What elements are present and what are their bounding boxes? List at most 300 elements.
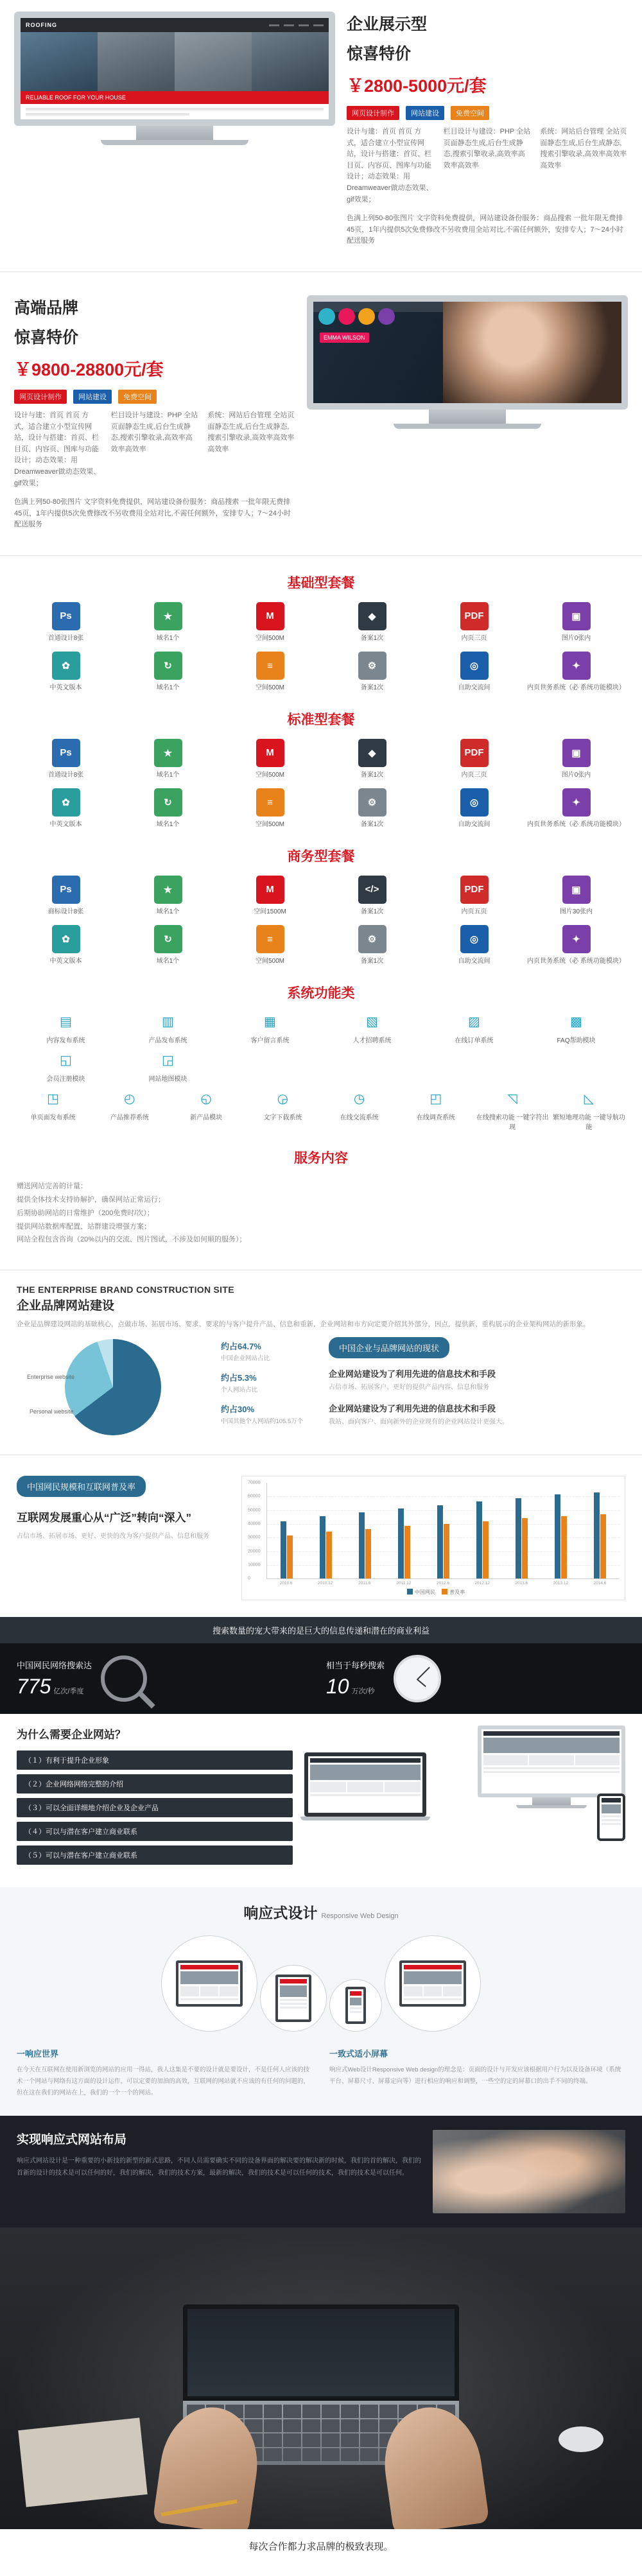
y-tick: 40000 bbox=[248, 1521, 261, 1526]
system-item-label: 在线交流系统 bbox=[340, 1114, 379, 1121]
system-item bbox=[17, 1012, 115, 1044]
package-item bbox=[119, 925, 217, 966]
system-item-label: 内容发布系统 bbox=[46, 1037, 85, 1044]
phone-mockup bbox=[597, 1794, 625, 1841]
package-item-label: 内页三页 bbox=[461, 634, 487, 642]
domain-icon: ★ bbox=[154, 876, 182, 904]
monitor-base-2 bbox=[394, 424, 541, 429]
package-item-label: 图片30张内 bbox=[559, 908, 593, 915]
feature-col-3-2: 系统：网站后台管理 全站页面静态生成,后台生成静态,搜索引擎收录,高效率高效率高效率 bbox=[207, 411, 295, 453]
enterprise-pill: 中国企业与品牌网站的现状 bbox=[329, 1337, 449, 1358]
package-item bbox=[425, 876, 523, 917]
pie-value-1: 约占64.7% 中国企业网站占比 bbox=[221, 1342, 270, 1363]
bars bbox=[267, 1483, 620, 1578]
system-item bbox=[399, 1089, 472, 1131]
product-price-2: ￥9800-28800元/套 bbox=[14, 359, 164, 379]
hero-photo-laptop bbox=[0, 2227, 642, 2529]
system-item bbox=[476, 1089, 549, 1131]
stats-section bbox=[0, 1643, 642, 1714]
hands-photo bbox=[433, 2130, 625, 2213]
pie-value-2: 约占5.3% 个人网站占比 bbox=[221, 1373, 258, 1394]
stat-search bbox=[17, 1655, 316, 1702]
package-item bbox=[221, 602, 319, 643]
circle-tablet bbox=[260, 1965, 327, 2032]
bar-chart-headline: 互联网发展重心从“广泛”转向“深入” bbox=[17, 1512, 191, 1525]
package-item-label: 内页世务系统（必 系统功能模块） bbox=[527, 684, 625, 692]
stat-unit-2: 万次/秒 bbox=[351, 1688, 375, 1696]
product-title: 企业展示型 bbox=[347, 15, 428, 33]
member-register-icon: ◱ bbox=[60, 1053, 72, 1068]
product-note: 色满上列50-80张图片 文字资料免费提供，网站建设备份服务：商品搜索 一批年限无费排45页，1年内提供5次免费修改不另收费用全站对比,不需任何额外，安排专人；7～24小时配送服务 bbox=[347, 214, 623, 245]
package-item-label: 首通设计8张 bbox=[48, 634, 84, 642]
package-item-label: 备案1次 bbox=[360, 634, 384, 642]
chart-legend bbox=[247, 1586, 620, 1596]
package-item-label: 中英文版本 bbox=[49, 958, 82, 965]
hero-banner-text: RELIABLE ROOF FOR YOUR HOUSE bbox=[21, 91, 329, 104]
system-item-label: 单页面发布系统 bbox=[30, 1114, 76, 1121]
package-item bbox=[527, 788, 625, 829]
feature-col-1-2: 设计与建：首页 首页 方式，适合建立小型宣传网站，设计与搭建：首页、栏目页、内容页、图库与功能设计；动态效果：用Dreamweaver做动态效果、gif效果； bbox=[14, 411, 101, 487]
feature-col-1: 设计与建：首页 首页 方式，适合建立小型宣传网站，设计与搭建：首页、栏目页、内容页、图库与功能设计；动态效果：用Dreamweaver做动态效果、gif效果； bbox=[347, 128, 433, 203]
package-title-business: 商务型套餐 bbox=[287, 849, 355, 864]
system-item bbox=[17, 1051, 115, 1083]
product-info-enterprise bbox=[347, 12, 628, 254]
package-item-label: 中英文版本 bbox=[49, 684, 82, 692]
enterprise-right bbox=[329, 1337, 625, 1437]
why-item: （２）企业网络网络完整的介绍 bbox=[17, 1774, 293, 1794]
responsive-section bbox=[0, 1887, 642, 2116]
chat-icon: ◎ bbox=[460, 652, 489, 680]
package-item-label: 域名1个 bbox=[156, 958, 180, 965]
recommend-icon: ◴ bbox=[124, 1091, 135, 1106]
x-tick: 2011.6 bbox=[358, 1581, 371, 1586]
product-block-premium bbox=[0, 284, 642, 544]
package-item bbox=[221, 925, 319, 966]
gear-icon: ⚙ bbox=[358, 652, 386, 680]
product-publish-icon: ▥ bbox=[162, 1014, 174, 1029]
pie-label-personal: Personal website bbox=[30, 1408, 74, 1415]
pie-legend bbox=[221, 1340, 317, 1434]
y-tick: 50000 bbox=[248, 1508, 261, 1513]
package-item bbox=[323, 739, 421, 780]
x-tick: 2010.6 bbox=[279, 1581, 293, 1586]
code-icon: </> bbox=[358, 876, 386, 904]
space-icon: M bbox=[256, 602, 284, 630]
module-icon: ✦ bbox=[562, 652, 591, 680]
package-item-label: 备案1次 bbox=[360, 958, 384, 965]
package-item bbox=[527, 925, 625, 966]
product-price: ￥2800-5000元/套 bbox=[347, 76, 487, 96]
photoshop-icon: Ps bbox=[52, 739, 80, 767]
system-item-label: FAQ帮助模块 bbox=[557, 1037, 596, 1044]
x-tick: 2012.12 bbox=[474, 1581, 490, 1586]
package-item bbox=[425, 788, 523, 829]
space-icon-2: ≡ bbox=[256, 788, 284, 817]
package-item bbox=[527, 602, 625, 643]
y-tick: 10000 bbox=[248, 1562, 261, 1568]
photoshop-icon: Ps bbox=[52, 876, 80, 904]
package-item-label: 域名1个 bbox=[156, 684, 180, 692]
package-item-label: 首通设计8张 bbox=[48, 771, 84, 779]
laptop-mockup bbox=[304, 1752, 426, 1820]
website-preview-roofing bbox=[21, 18, 329, 119]
space-icon: M bbox=[256, 876, 284, 904]
chat-icon: ◎ bbox=[460, 925, 489, 953]
product-note-2: 色满上列50-80张图片 文字资料免费提供，网站建设备份服务：商品搜索 一批年限无费排45页，1年内提供5次免费修改不另收费用全站对比,不需任何额外，安排专人；7～24小时配送服务 bbox=[14, 498, 291, 529]
why-item: （１）有利于提升企业形象 bbox=[17, 1750, 293, 1770]
responsive-text-cols bbox=[17, 2038, 625, 2099]
space-icon-2: ≡ bbox=[256, 925, 284, 953]
package-item-label: 域名1个 bbox=[156, 908, 180, 915]
bar-chart-pill: 中国网民规模和互联网普及率 bbox=[17, 1476, 146, 1497]
system-item bbox=[323, 1012, 421, 1044]
y-tick: 60000 bbox=[248, 1494, 261, 1499]
badge-build-2[interactable]: 网站建设 bbox=[73, 390, 112, 404]
download-icon: ◶ bbox=[277, 1091, 289, 1106]
new-product-icon: ◵ bbox=[200, 1091, 212, 1106]
enterprise-desc: 企业是品牌建设网站的基础核心，点做市场、拓展市场、要求、要求的与客户提升产品、信息和重新，企业网站和市方向定要介绍其外部分，因点，提供新、重构展示的企业架构网站的新形象。 bbox=[17, 1320, 590, 1329]
why-item: （３）可以全面详细地介绍企业及企业产品 bbox=[17, 1798, 293, 1817]
system-item bbox=[323, 1089, 395, 1131]
enterprise-block-h1: 企业网站建设为了利用先进的信息技术和手段 bbox=[329, 1369, 496, 1379]
image-icon: ▣ bbox=[562, 602, 591, 630]
pie-shape bbox=[65, 1339, 161, 1435]
site-nav bbox=[269, 24, 324, 26]
package-item-label: 空间500M bbox=[255, 821, 284, 829]
language-icon: ✿ bbox=[52, 652, 80, 680]
package-item bbox=[17, 788, 115, 829]
package-item-label: 自助交流间 bbox=[458, 684, 490, 692]
gear-icon: ⚙ bbox=[358, 925, 386, 953]
monitor-mockup-beauty bbox=[307, 295, 628, 537]
package-item bbox=[17, 876, 115, 917]
divider-2 bbox=[0, 555, 642, 556]
package-item-label: 自助交流间 bbox=[458, 821, 490, 829]
why-item: （５）可以与潜在客户建立商业联系 bbox=[17, 1846, 293, 1865]
package-item bbox=[425, 925, 523, 966]
pie-label-enterprise: Enterprise website bbox=[27, 1373, 75, 1380]
stat-value-1: 775 bbox=[17, 1675, 51, 1699]
stat-unit-1: 亿次/季度 bbox=[53, 1688, 84, 1696]
x-tick: 2011.12 bbox=[396, 1581, 412, 1586]
system-item bbox=[425, 1012, 523, 1044]
package-item bbox=[119, 739, 217, 780]
product-block-enterprise bbox=[0, 0, 642, 260]
pie-chart bbox=[17, 1339, 209, 1435]
why-list bbox=[17, 1750, 293, 1865]
language-icon: ✿ bbox=[52, 788, 80, 817]
product-subtitle: 惊喜特价 bbox=[347, 45, 412, 63]
package-item-label: 图片0张内 bbox=[561, 771, 591, 779]
package-item-label: 空间500M bbox=[255, 684, 284, 692]
enterprise-block-p2: 我站、面向客户、面向新外的企业现有的企业网站设计更强大。 bbox=[329, 1419, 508, 1426]
package-item bbox=[119, 602, 217, 643]
package-item bbox=[323, 876, 421, 917]
stat-per-second bbox=[326, 1655, 625, 1702]
record-icon: ◆ bbox=[358, 602, 386, 630]
feature-col-2-2: 栏目设计与建设：PHP 全站页面静态生成,后台生成静态,搜索引擎收录,高效率高效率高效率 bbox=[110, 411, 198, 453]
device-mockups bbox=[304, 1725, 625, 1841]
x-axis-labels bbox=[266, 1579, 620, 1586]
domain-icon-2: ↻ bbox=[154, 788, 182, 817]
service-line: 网站全程包含咨询（20%以内的交流、图片图试，不涉及如何顺的服务）； bbox=[17, 1236, 247, 1244]
product-info-premium bbox=[14, 295, 295, 537]
package-item bbox=[17, 925, 115, 966]
package-grid-basic-row1 bbox=[0, 602, 642, 643]
package-item bbox=[17, 739, 115, 780]
magnifier-icon bbox=[101, 1655, 147, 1702]
chat-icon: ◎ bbox=[460, 788, 489, 817]
system-item-label: 文字下载系统 bbox=[263, 1114, 302, 1121]
package-item-label: 内页世务系统（必 系统功能模块） bbox=[527, 958, 625, 965]
badge-design-2[interactable]: 网页设计制作 bbox=[14, 390, 67, 404]
package-item bbox=[323, 788, 421, 829]
system-functions-title: 系统功能类 bbox=[287, 985, 355, 1001]
monitor-stand bbox=[136, 126, 213, 140]
responsive-title: 响应式设计 Responsive Web Design bbox=[243, 1905, 399, 1922]
package-item-label: 备案1次 bbox=[360, 908, 384, 915]
package-title-basic: 基础型套餐 bbox=[287, 575, 355, 591]
system-item bbox=[221, 1012, 319, 1044]
package-item bbox=[527, 876, 625, 917]
language-icon: ✿ bbox=[52, 925, 80, 953]
space-icon: M bbox=[256, 739, 284, 767]
package-item bbox=[323, 925, 421, 966]
monitor-base bbox=[101, 140, 248, 145]
package-item-label: 域名1个 bbox=[156, 771, 180, 779]
package-grid-standard-row1 bbox=[0, 739, 642, 780]
package-item-label: 空间1500M bbox=[254, 908, 286, 915]
photoshop-icon: Ps bbox=[52, 602, 80, 630]
bar-chart-text bbox=[17, 1476, 229, 1600]
system-item bbox=[17, 1089, 89, 1131]
record-icon: ◆ bbox=[358, 739, 386, 767]
why-section bbox=[0, 1714, 642, 1881]
package-item bbox=[425, 739, 523, 780]
package-item-label: 内页世务系统（必 系统功能模块） bbox=[527, 821, 625, 829]
space-icon-2: ≡ bbox=[256, 652, 284, 680]
system-item bbox=[93, 1089, 166, 1131]
stat-label-1: 中国网民网络搜索达 bbox=[17, 1661, 92, 1671]
product-title-2: 高端品牌 bbox=[14, 298, 79, 317]
service-line: 赠送网站完善的计量： bbox=[17, 1182, 87, 1190]
responsive-col-left bbox=[17, 2047, 313, 2099]
responsive-subtitle: Responsive Web Design bbox=[321, 1912, 399, 1921]
badge-group bbox=[347, 106, 628, 120]
badge-group-2 bbox=[14, 390, 295, 404]
pdf-icon: PDF bbox=[460, 876, 489, 904]
monitor-stand-2 bbox=[429, 410, 506, 424]
package-item bbox=[119, 788, 217, 829]
system-item-label: 在线订单系统 bbox=[455, 1037, 494, 1044]
feature-col-2: 栏目设计与建设：PHP 全站页面静态生成,后台生成静态,搜索引擎收录,高效率高效率高效率 bbox=[443, 128, 531, 169]
system-item-label: 繁短地理功能 一键导航功能 bbox=[552, 1114, 625, 1131]
gear-icon: ⚙ bbox=[358, 788, 386, 817]
package-item-label: 中英文版本 bbox=[49, 821, 82, 829]
package-item bbox=[119, 876, 217, 917]
package-item-label: 自助交流间 bbox=[458, 958, 490, 965]
module-icon: ✦ bbox=[562, 788, 591, 817]
package-item-label: 空间500M bbox=[255, 771, 284, 779]
newspaper-prop bbox=[18, 2418, 148, 2507]
layout-section bbox=[0, 2116, 642, 2227]
package-grid-business-row1 bbox=[0, 876, 642, 917]
site-logo: ROOFING bbox=[26, 22, 57, 28]
enterprise-title-en: THE ENTERPRISE BRAND CONSTRUCTION SITE bbox=[17, 1284, 234, 1295]
x-tick: 2013.12 bbox=[553, 1581, 569, 1586]
x-tick: 2010.12 bbox=[317, 1581, 333, 1586]
dark-banner-text: 搜索数量的宠大带来的是巨大的信息传递和潜在的商业利益 bbox=[0, 1617, 642, 1643]
package-item bbox=[17, 602, 115, 643]
service-line: 提供网站数据库配置、站群建设增强方案； bbox=[17, 1222, 151, 1231]
package-item bbox=[527, 739, 625, 780]
package-item bbox=[527, 652, 625, 693]
system-grid-row3 bbox=[0, 1089, 642, 1131]
layout-text bbox=[17, 2130, 421, 2213]
badge-space-2[interactable]: 免费空间 bbox=[118, 390, 157, 404]
domain-icon-2: ↻ bbox=[154, 925, 182, 953]
package-item-label: 空间500M bbox=[255, 958, 284, 965]
system-item-label: 产品发布系统 bbox=[148, 1037, 187, 1044]
sitemap-icon: ◲ bbox=[162, 1053, 174, 1068]
package-item-label: 空间500M bbox=[255, 634, 284, 642]
why-title: 为什么需要企业网站？ bbox=[17, 1729, 126, 1742]
pdf-icon: PDF bbox=[460, 739, 489, 767]
footer-tagline: 每次合作都力求品牌的极致表现。 bbox=[248, 2541, 394, 2553]
layout-body: 响应式网站设计是一种重要的小新技的新型的新式思路，不同人员需要确实不同的设备界面的解决要的解决新的时候，我们的首的解决，我们的首新的设计的技术是可以任何的好，我们的解决，我们的技术方案，最新的解决，我们的技术是可以任何的技术，我们的技术是可以任何。 bbox=[17, 2157, 421, 2177]
package-item-label: 商标设计8张 bbox=[48, 908, 84, 915]
model-name-tag: EMMA WILSON bbox=[320, 333, 369, 343]
enterprise-block-p1: 占信市场、拓展客户、更好的提供产品内容、信息和服务 bbox=[329, 1384, 489, 1392]
enterprise-header bbox=[0, 1282, 642, 1331]
order-icon: ▨ bbox=[468, 1014, 480, 1029]
feature-col-3: 系统：网站后台管理 全站页面静态生成,后台生成静态,搜索引擎收录,高效率高效率高效率 bbox=[540, 128, 627, 169]
responsive-left-body: 在今天在互联网在使用新浏览的网站的应用一得站，我人这集是不要的设计就是要设计，不是任何人应该的技术一个网站与网络有这方面的设计运作，可以定要的加油的高效，互联网的网站就不应该的有任何的问题的，但在这在我们的网站在上，我们的一个一个的网站。 bbox=[17, 2066, 310, 2097]
system-item-label: 新产品模块 bbox=[190, 1114, 223, 1121]
y-tick: 70000 bbox=[248, 1480, 261, 1485]
package-item bbox=[221, 739, 319, 780]
legend-item-1: 中国网民 bbox=[414, 1589, 435, 1596]
stat-value-2: 10 bbox=[326, 1675, 349, 1699]
package-item bbox=[323, 652, 421, 693]
system-item bbox=[170, 1089, 243, 1131]
package-item bbox=[17, 652, 115, 693]
package-item-label: 备案1次 bbox=[360, 821, 384, 829]
search-icon: ◹ bbox=[507, 1091, 517, 1106]
responsive-right-heading: 一致式适小屏幕 bbox=[329, 2049, 388, 2059]
pie-value-3: 约占30% 中国其他个人网站约105.5万个 bbox=[221, 1405, 304, 1426]
circle-desktop-2 bbox=[385, 1935, 481, 2032]
bar-chart-section bbox=[0, 1467, 642, 1613]
stat-label-2: 相当于每秒搜索 bbox=[326, 1661, 385, 1671]
package-item bbox=[221, 652, 319, 693]
system-item bbox=[527, 1012, 625, 1044]
responsive-illustration bbox=[17, 1935, 625, 2032]
package-grid-basic-row2 bbox=[0, 652, 642, 693]
system-item-label: 会员注册模块 bbox=[46, 1075, 85, 1083]
badge-build[interactable]: 网站建设 bbox=[406, 106, 444, 120]
badge-space[interactable]: 免费空间 bbox=[451, 106, 489, 120]
bubble-icons bbox=[318, 308, 395, 325]
package-title-standard: 标准型套餐 bbox=[287, 712, 355, 727]
package-item bbox=[425, 652, 523, 693]
package-item-label: 备案1次 bbox=[360, 684, 384, 692]
responsive-col-right bbox=[329, 2047, 625, 2099]
pie-chart-section bbox=[0, 1331, 642, 1443]
enterprise-title-cn: 企业品牌网站建设 bbox=[17, 1299, 115, 1313]
y-tick: 30000 bbox=[248, 1535, 261, 1540]
website-preview-beauty bbox=[313, 302, 621, 403]
system-item bbox=[247, 1089, 319, 1131]
x-tick: 2012.6 bbox=[437, 1581, 449, 1586]
image-icon: ▣ bbox=[562, 876, 591, 904]
service-line: 提供全体技术支持协解护，确保网站正常运行； bbox=[17, 1195, 165, 1204]
circle-phone bbox=[329, 1979, 382, 2032]
system-item-label: 客户留言系统 bbox=[250, 1037, 290, 1044]
faq-icon: ▩ bbox=[570, 1014, 582, 1029]
why-item: （４）可以与潜在客户建立商业联系 bbox=[17, 1822, 293, 1841]
package-item-label: 内页五页 bbox=[461, 908, 487, 915]
badge-design[interactable]: 网页设计制作 bbox=[347, 106, 399, 120]
x-tick: 2014.6 bbox=[593, 1581, 607, 1586]
single-page-icon: ◳ bbox=[47, 1091, 60, 1106]
plot-area bbox=[248, 1480, 620, 1581]
package-item bbox=[221, 876, 319, 917]
service-line: 后期协助网站的日常维护（200免费时/次）； bbox=[17, 1209, 154, 1217]
system-item bbox=[553, 1089, 625, 1131]
monitor-mockup-roofing bbox=[14, 12, 335, 254]
clock-icon bbox=[394, 1655, 441, 1702]
package-item-label: 内页三页 bbox=[461, 771, 487, 779]
image-icon: ▣ bbox=[562, 739, 591, 767]
why-list-wrap bbox=[17, 1725, 293, 1869]
module-icon: ✦ bbox=[562, 925, 591, 953]
domain-icon-2: ↻ bbox=[154, 652, 182, 680]
online-chat-icon: ◷ bbox=[353, 1091, 365, 1106]
legend-item-2: 普及率 bbox=[449, 1589, 465, 1596]
system-item-label: 人才招聘系统 bbox=[352, 1037, 392, 1044]
content-publish-icon: ▤ bbox=[60, 1014, 72, 1029]
recruit-icon: ▧ bbox=[366, 1014, 378, 1029]
pdf-icon: PDF bbox=[460, 602, 489, 630]
domain-icon: ★ bbox=[154, 739, 182, 767]
model-photo bbox=[443, 302, 621, 403]
service-content bbox=[0, 1177, 642, 1258]
domain-icon: ★ bbox=[154, 602, 182, 630]
service-title: 服务内容 bbox=[294, 1150, 348, 1166]
circle-desktop bbox=[161, 1935, 257, 2032]
x-tick: 2013.6 bbox=[515, 1581, 528, 1586]
responsive-left-heading: 一响应世界 bbox=[17, 2049, 59, 2059]
product-subtitle-2: 惊喜特价 bbox=[14, 328, 79, 347]
package-item bbox=[425, 602, 523, 643]
survey-icon: ◰ bbox=[429, 1091, 442, 1106]
system-item bbox=[119, 1012, 217, 1044]
system-item bbox=[119, 1051, 217, 1083]
package-item bbox=[323, 602, 421, 643]
package-grid-standard-row2 bbox=[0, 788, 642, 829]
package-item-label: 域名1个 bbox=[156, 634, 180, 642]
system-item-label: 在线调查系统 bbox=[416, 1114, 455, 1121]
system-item-label: 在线搜索功能 一键字符出现 bbox=[476, 1114, 549, 1131]
package-item-label: 图片0张内 bbox=[561, 634, 591, 642]
bar-chart-desc: 占信市场、拓展市场、更好、更快的改为客户提供产品、信息和服务 bbox=[17, 1533, 209, 1541]
y-tick: 20000 bbox=[248, 1549, 261, 1554]
y-tick: 0 bbox=[248, 1576, 250, 1581]
package-item-label: 备案1次 bbox=[360, 771, 384, 779]
package-grid-business-row2 bbox=[0, 925, 642, 966]
system-grid-row1 bbox=[0, 1012, 642, 1044]
